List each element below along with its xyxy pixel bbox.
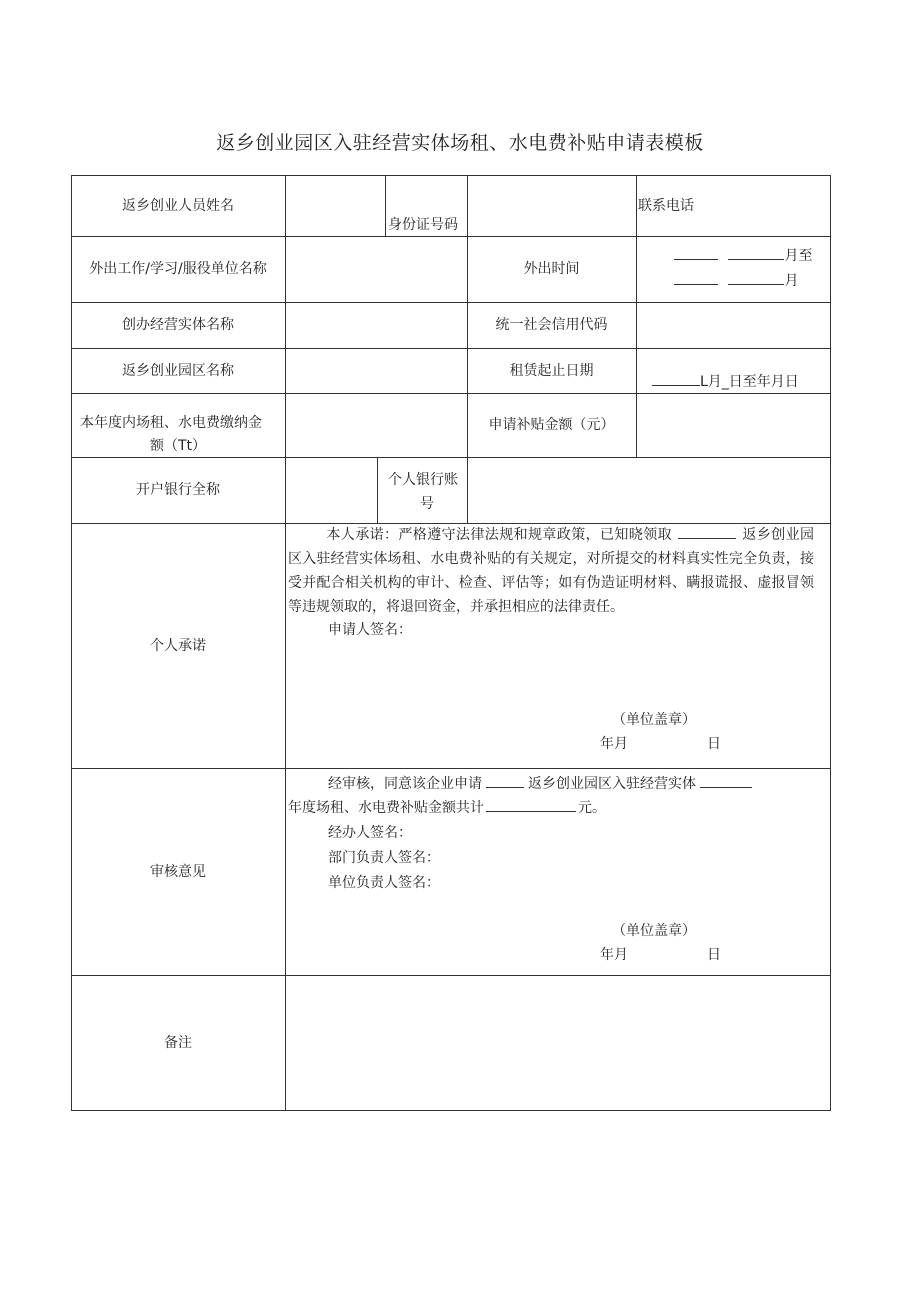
applicant-signature-label: 申请人签名： (328, 622, 412, 638)
remarks-label: 备注 (164, 1035, 192, 1051)
unit-head-signature-label: 单位负责人签名： (328, 875, 440, 891)
subsidy-amount-field[interactable] (637, 394, 830, 456)
review-text-line-1: 经审核，同意该企业申请 返乡创业园区入驻经营实体 (328, 773, 756, 795)
paid-amount-field[interactable] (286, 394, 466, 456)
entity-name-label: 创办经营实体名称 (122, 317, 234, 333)
account-label-line-2: 号 (420, 496, 434, 512)
account-number-field[interactable] (468, 458, 830, 522)
entity-name-field[interactable] (286, 303, 466, 347)
outside-time-line-1[interactable]: 月至 (674, 245, 812, 267)
remarks-field[interactable] (286, 976, 830, 1110)
review-seal-label: （单位盖章） (612, 923, 696, 939)
subsidy-amount-label: 申请补贴金额（元） (488, 417, 615, 433)
paid-amount-label-line-2: 额（Tt） (150, 438, 207, 454)
park-name-label: 返乡创业园区名称 (122, 362, 234, 379)
column-divider (636, 175, 637, 236)
credit-code-label: 统一社会信用代码 (495, 317, 608, 333)
id-number-label: 身份证号码 (388, 217, 458, 233)
handler-signature-label: 经办人签名： (328, 825, 412, 841)
applicant-signature-field[interactable] (420, 619, 660, 641)
credit-code-field[interactable] (637, 303, 830, 347)
phone-field[interactable] (720, 176, 830, 235)
bank-name-field[interactable] (286, 458, 376, 522)
review-date-year-month: 年月 (600, 947, 628, 963)
review-text-line-2: 年度场租、水电费补贴金额共计 元。 (288, 797, 606, 819)
outside-time-line-2[interactable]: 月 (674, 270, 798, 292)
review-label: 审核意见 (150, 863, 206, 880)
dept-head-signature-label: 部门负责人签名： (328, 850, 440, 866)
outside-time-label: 外出时间 (523, 261, 580, 277)
account-label-line-1: 个人银行账 (388, 472, 458, 488)
applicant-name-label: 返乡创业人员姓名 (122, 197, 234, 214)
column-divider (385, 175, 386, 236)
lease-date-label: 租赁起止日期 (509, 362, 594, 379)
review-date-day: 日 (707, 947, 721, 963)
commitment-date-day: 日 (707, 736, 721, 752)
phone-label: 联系电话 (638, 198, 694, 214)
work-unit-label: 外出工作/学习/服役单位名称 (89, 261, 267, 277)
page-title: 返乡创业园区入驻经营实体场租、水电费补贴申请表模板 (216, 132, 704, 154)
lease-date-field[interactable]: L月_日至年月日 (652, 371, 799, 393)
work-unit-field[interactable] (286, 237, 466, 301)
paid-amount-label-line-1: 本年度内场租、水电费缴纳金 (80, 415, 262, 431)
park-name-field[interactable] (286, 349, 466, 392)
column-divider (377, 457, 378, 523)
commitment-date-year-month: 年月 (600, 736, 628, 752)
commitment-label: 个人承诺 (150, 637, 206, 654)
commitment-seal-label: （单位盖章） (612, 712, 696, 728)
bank-name-label: 开户银行全称 (136, 482, 220, 498)
commitment-text: 本人承诺：严格遵守法律法规和规章政策，已知晓领取 返乡创业园区入驻经营实体场租、水电费补贴的有关规定，对所提交的材料真实性完全负责，接受并配合相关机构的审计、检查、评估等；如有伪造证明材料、瞒报谎报、虚报冒领等违规领取的，将退回资金，并承担相应的法律责任。 (288, 523, 814, 619)
id-number-field[interactable] (468, 176, 635, 235)
applicant-name-field[interactable] (286, 176, 384, 235)
